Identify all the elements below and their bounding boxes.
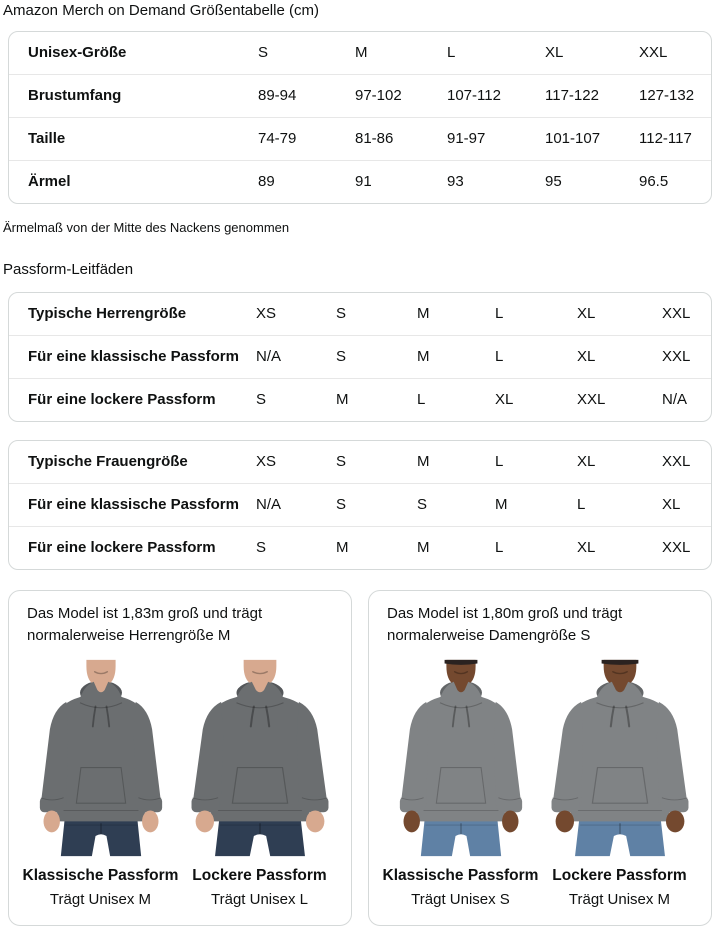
hoodie-right-sleeve: [133, 702, 160, 813]
fit-size-label: Trägt Unisex M: [49, 891, 152, 908]
size-value: XL: [545, 44, 564, 61]
table-row: [9, 118, 711, 161]
model-photo: [388, 659, 534, 857]
unisex-size-table: [9, 32, 711, 203]
model-photo: [538, 659, 702, 857]
size-value: XS: [256, 305, 277, 322]
row-label: Typische Herrengröße: [28, 305, 187, 322]
model-left-hand: [403, 810, 419, 832]
size-value: L: [495, 527, 577, 570]
size-value: 107-112: [447, 75, 545, 118]
size-value: N/A: [256, 336, 336, 379]
model-description: Das Model ist 1,80m groß und trägt normalerweise Damengröße S: [387, 605, 623, 644]
table-row: [9, 527, 711, 570]
fit-label: Klassische Passform: [22, 867, 179, 884]
size-value: XS: [256, 453, 277, 470]
fit-size-label: Trägt Unisex S: [411, 891, 510, 908]
size-value: XL: [495, 379, 577, 422]
size-value: S: [258, 44, 269, 61]
row-label: Taille: [9, 118, 258, 161]
size-value: 97-102: [355, 75, 447, 118]
size-value: L: [495, 305, 504, 322]
model-right-hand: [142, 810, 158, 832]
row-label: Brustumfang: [9, 75, 258, 118]
size-value: M: [355, 44, 368, 61]
fit-label: Lockere Passform: [552, 867, 687, 884]
size-value: L: [577, 484, 662, 527]
model-description: Das Model ist 1,83m groß und trägt normalerweise Herrengröße M: [27, 605, 263, 644]
size-value: XXL: [662, 453, 691, 470]
size-value: XL: [662, 484, 711, 527]
page-title: Amazon Merch on Demand Größentabelle (cm): [3, 2, 319, 19]
size-value: XL: [577, 305, 596, 322]
size-value: XL: [577, 527, 662, 570]
row-label: Für eine lockere Passform: [9, 379, 256, 422]
size-value: 127-132: [639, 75, 711, 118]
size-value: M: [417, 305, 430, 322]
hoodie-torso: [57, 693, 145, 821]
model-cards-row: [8, 590, 712, 926]
fit-size-label: Trägt Unisex L: [211, 891, 308, 908]
size-value: S: [417, 484, 495, 527]
hoodie-torso: [417, 693, 505, 821]
size-value: XXL: [577, 379, 662, 422]
women-fit-guide-table: [9, 441, 711, 569]
size-value: 81-86: [355, 118, 447, 161]
model-figures: [21, 659, 339, 909]
size-value: 89-94: [258, 75, 355, 118]
fit-label: Lockere Passform: [192, 867, 327, 884]
size-value: S: [336, 484, 417, 527]
table-row: [9, 441, 711, 484]
size-value: XXL: [662, 305, 691, 322]
model-figure-women-loose: [540, 659, 699, 909]
model-card-women: [368, 590, 712, 926]
table-row: [9, 484, 711, 527]
size-value: M: [336, 527, 417, 570]
fit-label: Klassische Passform: [382, 867, 539, 884]
size-value: 112-117: [639, 118, 711, 161]
size-value: L: [495, 453, 504, 470]
size-value: 101-107: [545, 118, 639, 161]
model-figure-women-classic: [381, 659, 540, 909]
model-figure-men-classic: [21, 659, 180, 909]
model-right-hand: [502, 810, 518, 832]
size-value: N/A: [256, 484, 336, 527]
size-value: 91: [355, 161, 447, 204]
model-left-hand: [555, 810, 573, 832]
row-label: Für eine lockere Passform: [9, 527, 256, 570]
fit-guides-title: Passform-Leitfäden: [3, 261, 134, 278]
size-value: S: [256, 527, 336, 570]
row-label: Typische Frauengröße: [28, 453, 188, 470]
size-value: XXL: [662, 336, 711, 379]
row-label: Für eine klassische Passform: [9, 336, 256, 379]
women-fit-guide-card: [8, 440, 712, 570]
model-left-hand: [195, 810, 213, 832]
sleeve-measure-note: Ärmelmaß von der Mitte des Nackens genommen: [3, 220, 290, 235]
size-value: XXL: [662, 527, 711, 570]
model-photo: [178, 659, 342, 857]
model-hair: [444, 660, 477, 665]
size-value: 96.5: [639, 161, 711, 204]
size-value: L: [495, 336, 577, 379]
men-fit-guide-card: [8, 292, 712, 422]
unisex-size-table-card: [8, 31, 712, 204]
size-value: 91-97: [447, 118, 545, 161]
hoodie-right-sleeve: [656, 702, 686, 813]
table-row: [9, 75, 711, 118]
size-value: XL: [577, 336, 662, 379]
hoodie-torso: [210, 693, 308, 821]
size-value: 89: [258, 161, 355, 204]
model-card-men: [8, 590, 352, 926]
row-label: Unisex-Größe: [28, 44, 127, 61]
size-value: 95: [545, 161, 639, 204]
hoodie-right-sleeve: [493, 702, 520, 813]
size-value: M: [495, 484, 577, 527]
size-value: S: [336, 336, 417, 379]
size-value: S: [336, 305, 347, 322]
model-figure-men-loose: [180, 659, 339, 909]
size-value: M: [417, 527, 495, 570]
size-value: S: [336, 453, 347, 470]
model-left-hand: [43, 810, 59, 832]
row-label: Ärmel: [9, 161, 258, 204]
model-photo: [28, 659, 174, 857]
row-label: Für eine klassische Passform: [9, 484, 256, 527]
size-value: M: [336, 379, 417, 422]
hoodie-left-sleeve: [401, 702, 428, 813]
size-value: L: [417, 379, 495, 422]
size-value: N/A: [662, 379, 711, 422]
table-row: [9, 336, 711, 379]
size-value: 93: [447, 161, 545, 204]
size-value: 117-122: [545, 75, 639, 118]
table-row: [9, 293, 711, 336]
hoodie-right-sleeve: [296, 702, 326, 813]
size-value: 74-79: [258, 118, 355, 161]
model-figures: [381, 659, 699, 909]
model-hair: [601, 660, 638, 665]
size-value: M: [417, 453, 430, 470]
hoodie-torso: [570, 693, 668, 821]
fit-size-label: Trägt Unisex M: [568, 891, 671, 908]
size-value: XXL: [639, 44, 668, 61]
size-value: M: [417, 336, 495, 379]
size-value: L: [447, 44, 456, 61]
hoodie-left-sleeve: [41, 702, 68, 813]
hoodie-left-sleeve: [193, 702, 223, 813]
table-row: [9, 379, 711, 422]
table-row: [9, 161, 711, 204]
hoodie-left-sleeve: [553, 702, 583, 813]
size-value: XL: [577, 453, 596, 470]
size-value: S: [256, 379, 336, 422]
table-row: [9, 32, 711, 75]
men-fit-guide-table: [9, 293, 711, 421]
